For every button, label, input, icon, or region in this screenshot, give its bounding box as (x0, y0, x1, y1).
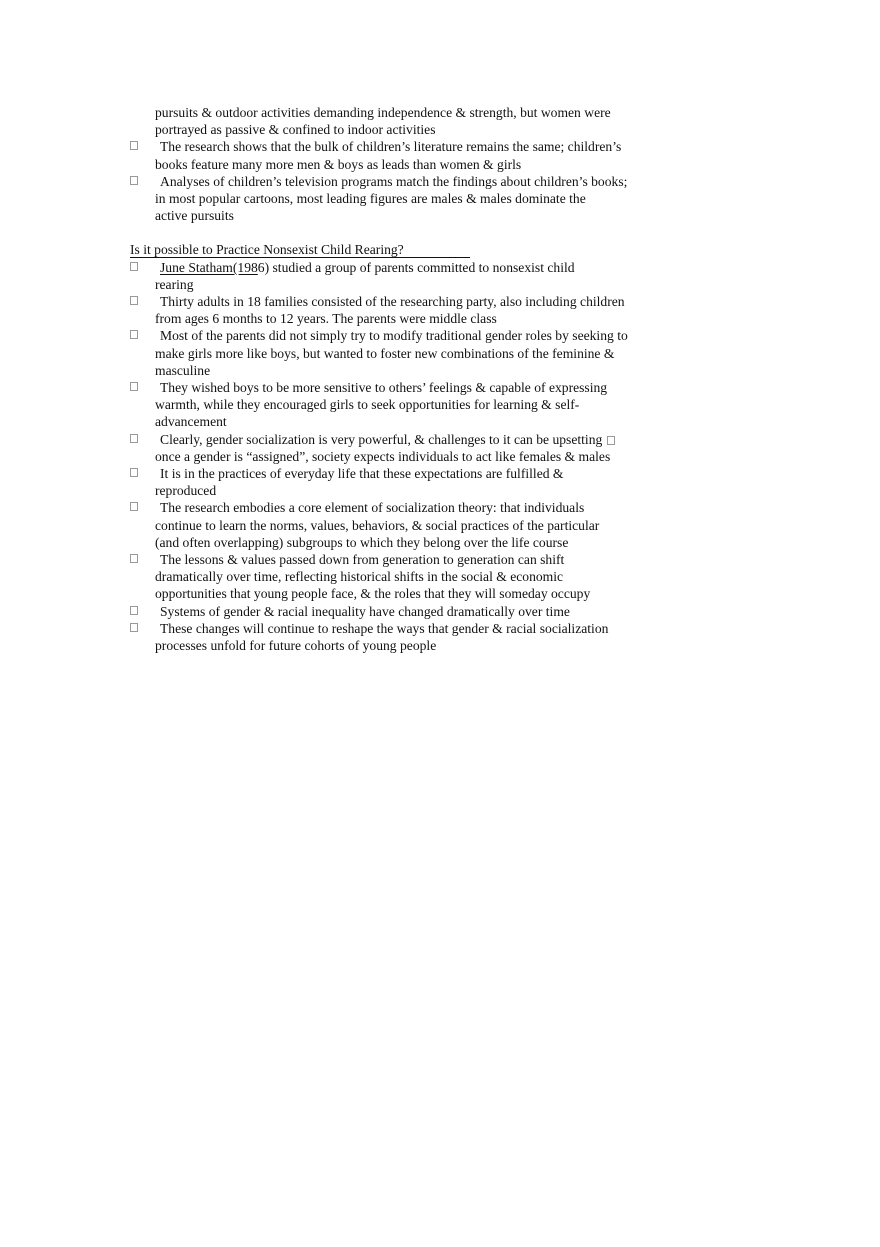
text-line: from ages 6 months to 12 years. The parents were middle class (155, 311, 497, 327)
text-line: The lessons & values passed down from generation to generation can shift (160, 552, 565, 568)
text-line: advancement (155, 414, 227, 430)
checkbox-bullet-icon (130, 434, 138, 443)
text-line: Thirty adults in 18 families consisted of the researching party, also including children (160, 294, 625, 310)
text-line: These changes will continue to reshape the ways that gender & racial socialization (160, 620, 609, 636)
text-line (155, 259, 670, 276)
checkbox-bullet-icon (130, 468, 138, 477)
checkbox-bullet-icon (130, 606, 138, 615)
checkbox-bullet-icon (130, 382, 138, 391)
text-line: warmth, while they encouraged girls to seek opportunities for learning & self- (155, 397, 580, 413)
text-line: pursuits & outdoor activities demanding independence & strength, but women were (155, 105, 611, 120)
text-line: masculine (155, 362, 211, 378)
text-line: It is in the practices of everyday life that these expectations are fulfilled & (160, 466, 564, 482)
text-line: Analyses of children’s television programs match the findings about children’s books; (160, 173, 628, 189)
text-line: portrayed as passive & confined to indoor activities (155, 122, 436, 138)
text-line: The research shows that the bulk of children’s literature remains the same; children’s (160, 139, 622, 155)
section-heading (130, 241, 670, 258)
list-item (130, 465, 670, 499)
checkbox-bullet-icon (130, 623, 138, 632)
text-line: books feature many more men & boys as leads than women & girls (155, 156, 522, 172)
text-line: Systems of gender & racial inequality have changed dramatically over time (160, 603, 570, 619)
list-item (130, 551, 670, 603)
text-line: continue to learn the norms, values, behaviors, & social practices of the particular (155, 517, 600, 533)
list-item (130, 499, 670, 551)
checkbox-bullet-icon (130, 262, 138, 271)
text-line: rearing (155, 276, 194, 292)
text-line-main: Clearly, gender socialization is very powerful, & challenges to it can be upsetting (160, 431, 603, 447)
text-line (155, 431, 670, 448)
section-heading-text: Is it possible to Practice Nonsexist Child Rearing? (130, 242, 470, 258)
text-line: active pursuits (155, 208, 234, 224)
text-line: reproduced (155, 483, 217, 499)
text-line: They wished boys to be more sensitive to others’ feelings & capable of expressing (160, 380, 608, 396)
checkbox-bullet-icon (130, 330, 138, 339)
list-item (130, 293, 670, 327)
text-line: opportunities that young people face, & the roles that they will someday occupy (155, 586, 591, 602)
checkbox-bullet-icon (130, 141, 138, 150)
list-item (130, 138, 670, 172)
text-line: make girls more like boys, but wanted to foster new combinations of the feminine & (155, 345, 615, 361)
citation-underlined: June Statham(198 (160, 259, 258, 275)
text-line-rest: 6) studied a group of parents committed to nonsexist child (257, 259, 575, 275)
text-line: processes unfold for future cohorts of young people (155, 638, 437, 654)
text-line: The research embodies a core element of socialization theory: that individuals (160, 500, 585, 516)
document-body (130, 104, 670, 654)
list-item (130, 620, 670, 654)
text-line: once a gender is “assigned”, society expects individuals to act like females & males (155, 448, 611, 464)
checkbox-bullet-icon (130, 176, 138, 185)
text-line: Most of the parents did not simply try to modify traditional gender roles by seeking to (160, 328, 628, 344)
list-item (130, 327, 670, 379)
checkbox-bullet-icon (130, 502, 138, 511)
list-item (130, 431, 670, 465)
checkbox-bullet-icon (607, 436, 615, 445)
list-item (130, 173, 670, 225)
list-item (130, 379, 670, 431)
list-item (130, 259, 670, 293)
list-item (130, 603, 670, 620)
text-line: (and often overlapping) subgroups to which they belong over the life course (155, 534, 569, 550)
checkbox-bullet-icon (130, 554, 138, 563)
text-line: dramatically over time, reflecting historical shifts in the social & economic (155, 569, 564, 585)
continued-paragraph (130, 104, 670, 138)
checkbox-bullet-icon (130, 296, 138, 305)
text-line: in most popular cartoons, most leading figures are males & males dominate the (155, 191, 586, 207)
